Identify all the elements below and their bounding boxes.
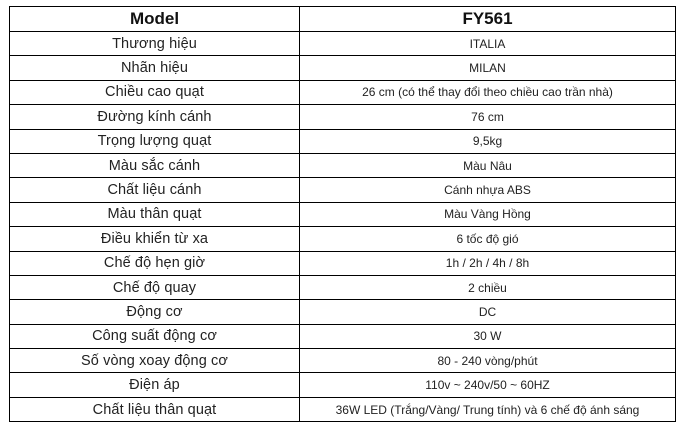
table-row (10, 349, 676, 373)
table-row (10, 32, 676, 56)
table-row (10, 373, 676, 397)
row-value: Màu Vàng Hồng (300, 202, 676, 226)
row-value: 110v ~ 240v/50 ~ 60HZ (300, 373, 676, 397)
row-label: Màu thân quạt (10, 202, 300, 226)
table-header-row (10, 7, 676, 32)
row-value: DC (300, 300, 676, 324)
row-label: Màu sắc cánh (10, 153, 300, 177)
row-value: 1h / 2h / 4h / 8h (300, 251, 676, 275)
row-value: Màu Nâu (300, 153, 676, 177)
row-label: Nhãn hiệu (10, 56, 300, 80)
row-label: Chế độ hẹn giờ (10, 251, 300, 275)
row-label: Chiều cao quạt (10, 80, 300, 104)
table-row (10, 300, 676, 324)
table-row (10, 178, 676, 202)
row-value: 2 chiều (300, 275, 676, 299)
row-value: 76 cm (300, 105, 676, 129)
row-value: 26 cm (có thể thay đổi theo chiều cao trần nhà) (300, 80, 676, 104)
row-label: Đường kính cánh (10, 105, 300, 129)
row-value: 9,5kg (300, 129, 676, 153)
table-row (10, 227, 676, 251)
header-label: Model (10, 7, 300, 32)
table-row (10, 324, 676, 348)
row-label: Thương hiệu (10, 32, 300, 56)
table-row (10, 275, 676, 299)
row-label: Động cơ (10, 300, 300, 324)
row-value: ITALIA (300, 32, 676, 56)
row-label: Điện áp (10, 373, 300, 397)
spec-table (9, 6, 676, 422)
row-value: Cánh nhựa ABS (300, 178, 676, 202)
row-value: 6 tốc độ gió (300, 227, 676, 251)
row-value: 36W LED (Trắng/Vàng/ Trung tính) và 6 chế độ ánh sáng (300, 397, 676, 421)
table-row (10, 153, 676, 177)
row-label: Trọng lượng quạt (10, 129, 300, 153)
row-label: Công suất động cơ (10, 324, 300, 348)
row-label: Chất liệu cánh (10, 178, 300, 202)
row-value: 30 W (300, 324, 676, 348)
row-value: MILAN (300, 56, 676, 80)
header-value: FY561 (300, 7, 676, 32)
table-row (10, 80, 676, 104)
row-label: Số vòng xoay động cơ (10, 349, 300, 373)
row-label: Chất liệu thân quạt (10, 397, 300, 421)
table-row (10, 397, 676, 421)
row-label: Điều khiển từ xa (10, 227, 300, 251)
table-row (10, 202, 676, 226)
table-row (10, 56, 676, 80)
table-row (10, 105, 676, 129)
table-row (10, 129, 676, 153)
table-row (10, 251, 676, 275)
row-value: 80 - 240 vòng/phút (300, 349, 676, 373)
row-label: Chế độ quay (10, 275, 300, 299)
